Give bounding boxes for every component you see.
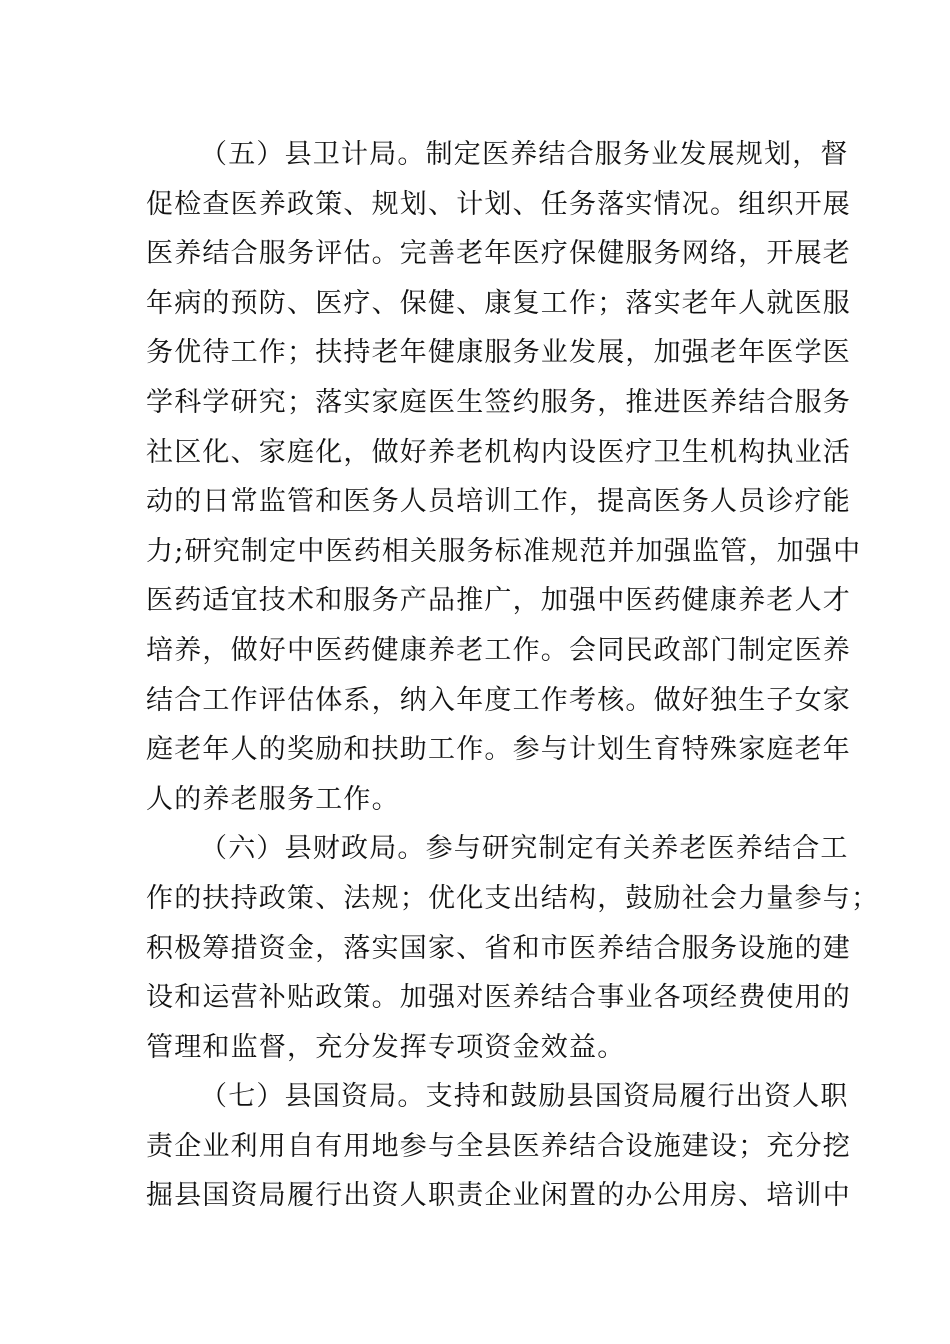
- paragraph-5-line: 人的养老服务工作。: [146, 783, 400, 815]
- paragraph-6-line: 设和运营补贴政策。加强对医养结合事业各项经费使用的: [146, 982, 851, 1014]
- document-body: [146, 130, 880, 1221]
- paragraph-5-line: （五）县卫计局。制定医养结合服务业发展规划，督: [200, 139, 849, 170]
- paragraph-5-line: 社区化、家庭化，做好养老机构内设医疗卫生机构执业活: [146, 436, 851, 468]
- paragraph-5-line: 年病的预防、医疗、保健、康复工作；落实老年人就医服: [146, 287, 851, 319]
- paragraph-5-line: 医药适宜技术和服务产品推广，加强中医药健康养老人才: [146, 585, 851, 617]
- paragraph-6-line: 管理和监督，充分发挥专项资金效益。: [146, 1031, 626, 1063]
- paragraph-7-line: （七）县国资局。支持和鼓励县国资局履行出资人职: [200, 1081, 849, 1113]
- paragraph-5-line: 学科学研究；落实家庭医生签约服务，推进医养结合服务: [146, 386, 851, 418]
- paragraph-7-line: 掘县国资局履行出资人职责企业闲置的办公用房、培训中: [146, 1180, 851, 1212]
- paragraph-7-line: 责企业利用自有用地参与全县医养结合设施建设；充分挖: [146, 1130, 851, 1162]
- paragraph-5-line: 结合工作评估体系，纳入年度工作考核。做好独生子女家: [146, 684, 851, 716]
- paragraph-5-line: 培养，做好中医药健康养老工作。会同民政部门制定医养: [146, 634, 851, 666]
- paragraph-5-line: 务优待工作；扶持老年健康服务业发展，加强老年医学医: [146, 337, 851, 369]
- paragraph-5-line: 庭老年人的奖励和扶助工作。参与计划生育特殊家庭老年: [146, 734, 851, 766]
- paragraph-5-line: 医养结合服务评估。完善老年医疗保健服务网络，开展老: [146, 238, 851, 270]
- paragraph-6-line: （六）县财政局。参与研究制定有关养老医养结合工: [200, 833, 849, 865]
- paragraph-6-line: 作的扶持政策、法规；优化支出结构，鼓励社会力量参与；: [146, 882, 880, 914]
- paragraph-5-line: 动的日常监管和医务人员培训工作，提高医务人员诊疗能: [146, 486, 851, 518]
- paragraph-5-line: 力;研究制定中医药相关服务标准规范并加强监管，加强中: [146, 535, 862, 567]
- paragraph-5-line: 促检查医养政策、规划、计划、任务落实情况。组织开展: [146, 188, 851, 220]
- paragraph-6-line: 积极筹措资金，落实国家、省和市医养结合服务设施的建: [146, 932, 851, 964]
